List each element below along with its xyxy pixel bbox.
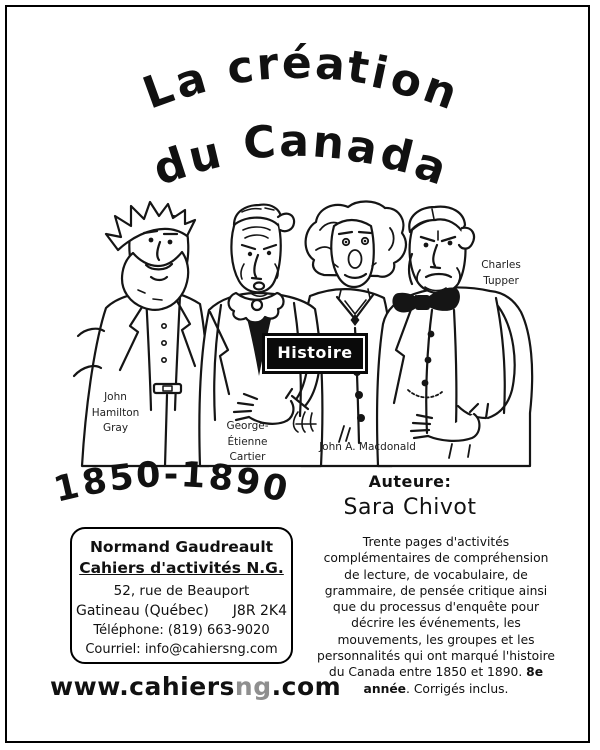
label-line: Étienne [227,435,268,448]
label-line: John [104,391,127,403]
label-line: Hamilton [91,406,140,419]
label-john-a-macdonald: John A. Macdonald [319,441,416,453]
publisher-email: info@cahiersng.com [144,642,278,657]
publisher-email-line [72,642,291,657]
publisher-address: 52, rue de Beauport [113,583,250,599]
histoire-badge [265,336,365,371]
publisher-name: Normand Gaudreault [89,538,274,556]
label-line: Tupper [483,274,519,287]
main-title [0,38,600,206]
label-line: Gray [102,422,129,434]
website-url: www.cahiersng.com [50,672,342,701]
publisher-card [70,527,293,664]
title-line-1: L a c r é a t i o n [136,38,464,120]
author-name: Sara Chivot [343,495,477,520]
label-line: Cartier [229,451,266,463]
label-line: George- [226,420,269,432]
label-john-hamilton-gray [68,390,163,437]
label-charles-tupper [472,258,530,289]
author-heading: Auteure: [368,472,452,491]
years-range: 1 8 5 0 - 1 8 9 0 [50,455,292,511]
book-description: Trente pages d'activités complémentaires de compréhension de lecture, de vocabulaire, de grammaire, de pensée critique ainsi que du processus d'enquête pour décrire les événements, les mouvements, les groupes et les personnalités qui ont marqué l'histoire du Canada entre 1850 et 1890. 8e année. Corrigés inclus. [317,535,555,696]
publisher-company: Cahiers d'activités N.G. [79,559,284,577]
author-section [305,472,515,520]
publisher-phone: Téléphone: (819) 663-9020 [93,623,270,638]
publisher-email-label: Courriel: [85,642,141,657]
publisher-postal-code: J8R 2K4 [232,603,288,619]
title-line-2: d u C a n a d a [147,116,453,196]
histoire-badge-label: Histoire [277,343,353,362]
label-line: Charles [481,259,521,271]
publisher-city: Gatineau (Québec) [75,603,209,619]
publisher-city-row [72,603,291,619]
